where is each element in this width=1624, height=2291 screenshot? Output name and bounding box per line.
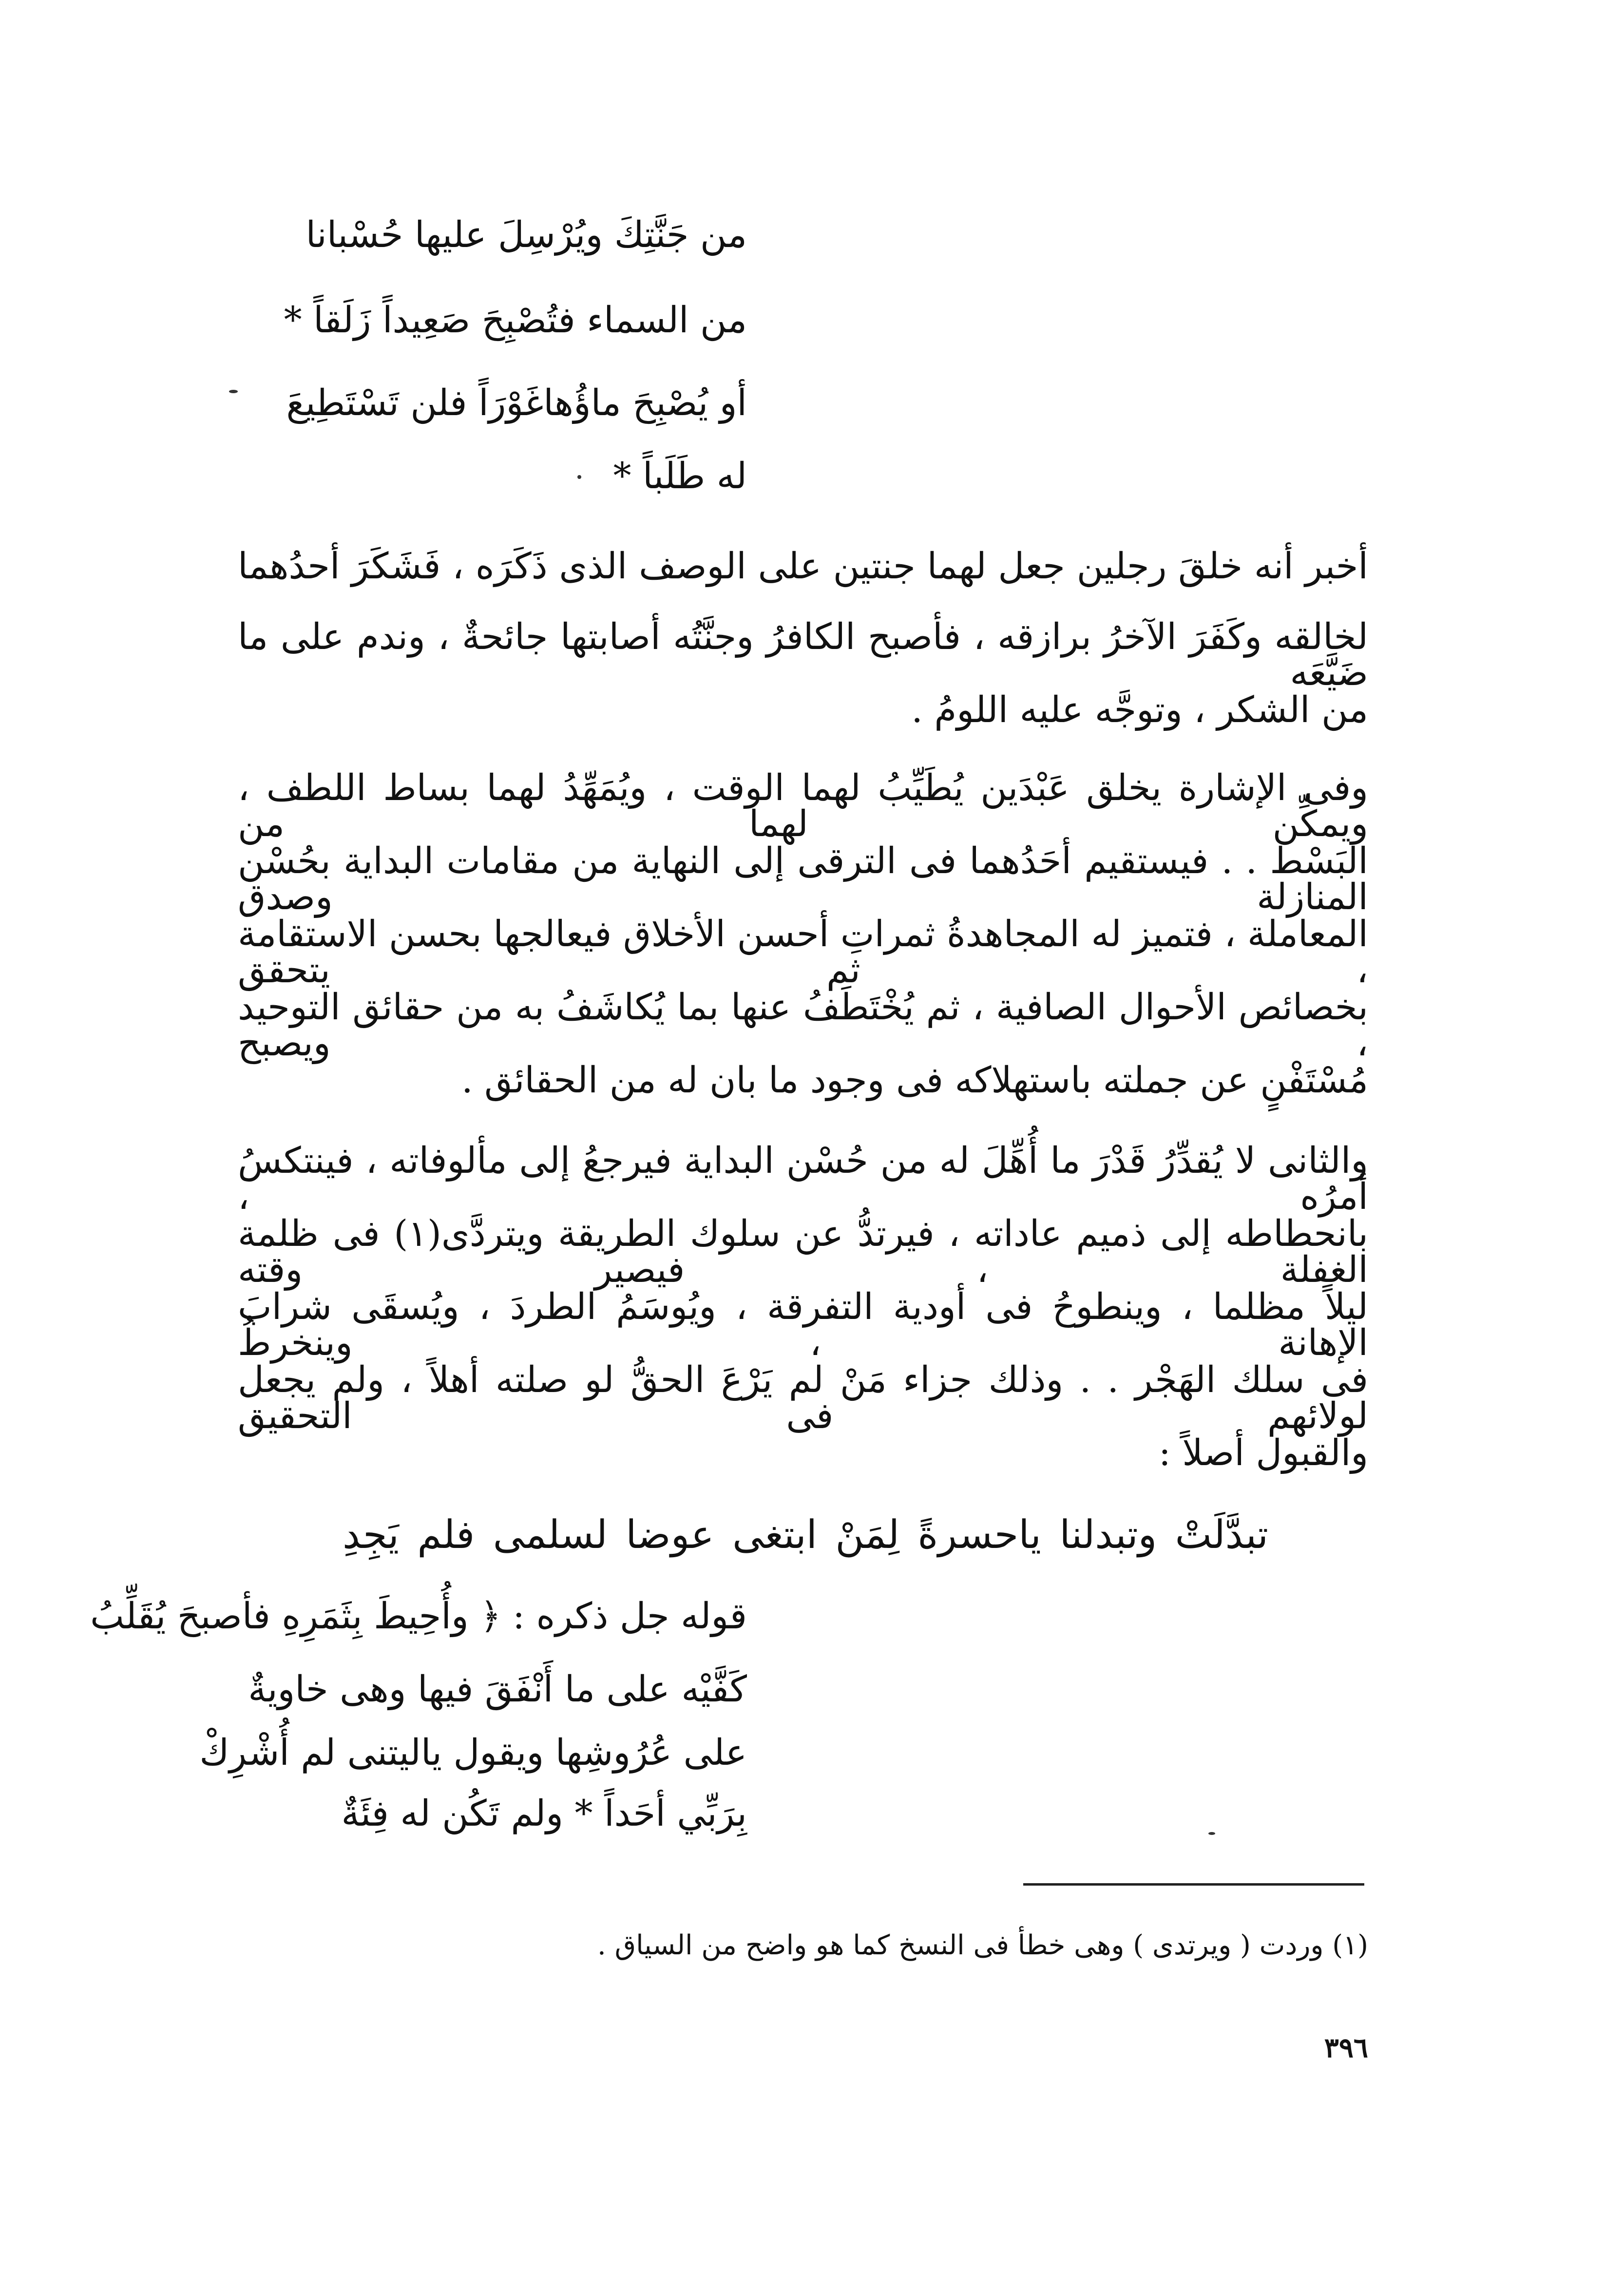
paragraph-line: والثانى لا يُقدِّرُ قَدْرَ ما أُهِّلَ له من حُسْن البداية فيرجعُ إلى مألوفاته ، فينتكسُ أمرُه ،	[238, 1140, 1368, 1218]
verse-line: قوله جل ذكره : ﴿ وأُحِيطَ بِثَمَرِهِ فأصبحَ يُقَلِّبُ	[90, 1595, 747, 1637]
paragraph-line: وفى الإشارة يخلق عَبْدَين يُطَيِّبُ لهما الوقت ، ويُمَهِّدُ لهما بساط اللطف ، ويمكِّن لهما من	[238, 767, 1368, 845]
scan-speck	[1208, 1832, 1215, 1835]
scan-speck	[577, 475, 581, 479]
paragraph-line: بخصائص الأحوال الصافية ، ثم يُخْتَطَفُ عنها بما يُكاشَفُ به من حقائق التوحيد ، ويصبح	[238, 986, 1368, 1064]
paragraph-line: مُسْتَفْنٍ عن جملته باستهلاكه فى وجود ما بان له من الحقائق .	[461, 1059, 1368, 1101]
footnote: (١) وردت ( ويرتدى ) وهى خطأ فى النسخ كما هو واضح من السياق .	[597, 1929, 1368, 1961]
scan-speck	[229, 390, 238, 393]
paragraph-line: المعاملة ، فتميز له المجاهدةُ ثمراتِ أحسن الأخلاق فيعالجها بحسن الاستقامة ، ثم يتحقق	[238, 913, 1368, 991]
verse-line: أو يُصْبِحَ ماؤُهاغَوْرَاً فلن تَسْتَطِيعَ	[286, 382, 747, 424]
footnote-divider	[1023, 1883, 1364, 1886]
verse-line: من السماء فتُصْبِحَ صَعِيداً زَلَقاً *	[284, 299, 747, 341]
verse-line: من جَنَّتِكَ ويُرْسِلَ عليها حُسْبانا	[306, 214, 747, 256]
paragraph-line: أخبر أنه خلقَ رجلين جعل لهما جنتين على الوصف الذى ذَكَرَه ، فَشَكَرَ أحدُهما	[238, 545, 1368, 587]
page-number: ٣٩٦	[1324, 2032, 1368, 2064]
paragraph-line: من الشكر ، وتوجَّه عليه اللومُ .	[911, 689, 1368, 731]
paragraph-line: فى سلك الهَجْر . . وذلك جزاء مَنْ لم يَرْعَ الحقُّ لو صلته أهلاً ، ولم يجعل لولائهم فى التحقيق	[238, 1359, 1368, 1437]
verse-line: كَفَّيْه على ما أَنْفَقَ فيها وهى خاويةٌ	[248, 1668, 747, 1710]
paragraph-line: البَسْط . . فيستقيم أحَدُهما فى الترقى إلى النهاية من مقامات البداية بحُسْن المنازلة وصدق	[238, 840, 1368, 918]
verse-line: على عُرُوشِها ويقول ياليتنى لم أُشْرِكْ	[199, 1732, 747, 1774]
paragraph-line: لخالقه وكَفَرَ الآخرُ برازقه ، فأصبح الكافرُ وجنَّتُه أصابتها جائحةٌ ، وندم على ما ضَيَّعَه	[238, 616, 1368, 694]
verse-line: بِرَبِّي أحَداً * ولم تَكُن له فِئَةٌ	[341, 1793, 747, 1834]
paragraph-line: ليلاً مظلما ، وينطوحُ فى أودية التفرقة ، ويُوسَمُ الطردَ ، ويُسقَى شرابَ الإهانة ، وينخرطُ	[238, 1286, 1368, 1364]
poem-line: تبدَّلَتْ وتبدلنا ياحسرةً لِمَنْ ابتغى عوضا لسلمى فلم يَجِدِ	[343, 1512, 1268, 1557]
paragraph-line: بانحطاطه إلى ذميم عاداته ، فيرتدُّ عن سلوك الطريقة ويتردَّى(١) فى ظلمة الغفلة ، فيصير وقته	[238, 1213, 1369, 1291]
verse-line: له طَلَباً *	[613, 455, 747, 497]
paragraph-line: والقبول أصلاً :	[1158, 1432, 1368, 1474]
